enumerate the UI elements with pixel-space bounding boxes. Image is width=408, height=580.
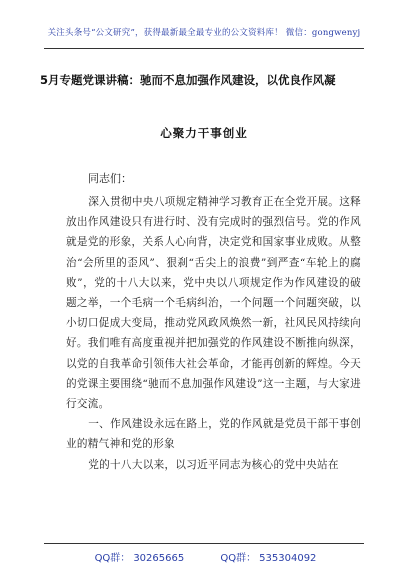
document-title-line-2: 心聚力干事创业 <box>160 126 248 140</box>
footer-qq-label-1: QQ群： <box>94 553 131 564</box>
document-body <box>66 192 361 475</box>
body-paragraph-3: 党的十八大以来，以习近平同志为核心的党中央站在 <box>88 458 339 471</box>
document-title-line-1: 5月专题党课讲稿：驰而不息加强作风建设，以优良作风凝 <box>40 73 336 87</box>
page-header <box>0 0 408 54</box>
footer-qq-number-2: 535304092 <box>259 553 317 564</box>
page-footer <box>0 549 408 564</box>
body-paragraph-1: 深入贯彻中央八项规定精神学习教育正在全党开展。这释放出作风建设只有进行时、没有完成时的强烈信号。党的作风就是党的形象，关系人心向背，决定党和国家事业成败。从整治“会所里的歪风”、狠刹“舌尖上的浪费”到严查“车轮上的腐败”，党的十八大以来，党中央以八项规定作为作风建设的破题之举，一个毛病一个毛病纠治，一个问题一个问题突破，以小切口促成大变局，推动党风政风焕然一新，社风民风持续向好。我们唯有高度重视并把加强党的作风建设不断推向纵深，以党的自我革命引领伟大社会革命，才能再创新的辉煌。今天的党课主要围绕“驰而不息加强作风建设”这一主题，与大家进行交流。 <box>66 196 361 411</box>
footer-qq-group-2 <box>217 549 316 564</box>
body-paragraph-2: 一、作风建设永远在路上，党的作风就是党员干部干事创业的精气神和党的形象 <box>66 418 361 451</box>
header-divider <box>44 48 364 49</box>
salutation: 同志们： <box>88 172 132 185</box>
header-promo-text: 关注头条号“公文研究”，获得最新最全最专业的公文资料库！ 微信：gongwenyj <box>47 28 361 38</box>
footer-qq-label-2: QQ群： <box>220 553 257 564</box>
footer-qq-number-1: 30265665 <box>133 553 185 564</box>
footer-qq-group-1 <box>92 549 185 564</box>
footer-divider <box>44 543 364 544</box>
